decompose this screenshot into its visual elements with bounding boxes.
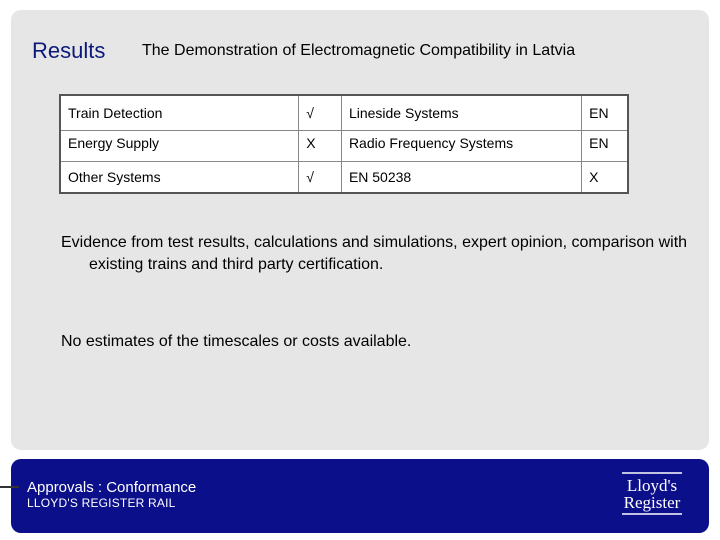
footer-title: Approvals : Conformance <box>27 479 197 496</box>
table-cell: Lineside Systems <box>341 95 581 131</box>
results-table <box>59 94 629 194</box>
lloyds-register-logo-icon <box>616 471 688 517</box>
note-text: No estimates of the timescales or costs available. <box>61 333 412 350</box>
content-panel <box>11 10 709 450</box>
evidence-text: Evidence from test results, calculations and simulations, expert opinion, comparison with existing trains and third party certification. <box>61 234 688 273</box>
table-cell: Other Systems <box>60 162 299 194</box>
footer-org: LLOYD'S REGISTER RAIL <box>27 496 176 510</box>
table-row <box>60 162 628 194</box>
table-cell: X <box>299 131 342 162</box>
table-cell: EN 50238 <box>341 162 581 194</box>
footer-divider <box>0 486 19 488</box>
page-title: Results <box>32 38 106 63</box>
table-cell: EN <box>582 95 628 131</box>
table-cell: Train Detection <box>60 95 299 131</box>
table-cell: √ <box>299 162 342 194</box>
logo-text-line1: Lloyd's <box>626 476 678 495</box>
table-row <box>60 95 628 131</box>
table-cell: X <box>582 162 628 194</box>
table-cell: √ <box>299 95 342 131</box>
table-cell: Radio Frequency Systems <box>341 131 581 162</box>
table-cell: EN <box>582 131 628 162</box>
logo-text-line2: Register <box>623 493 681 512</box>
page-subtitle: The Demonstration of Electromagnetic Compatibility in Latvia <box>142 42 576 59</box>
table-row <box>60 131 628 162</box>
table-cell: Energy Supply <box>60 131 299 162</box>
